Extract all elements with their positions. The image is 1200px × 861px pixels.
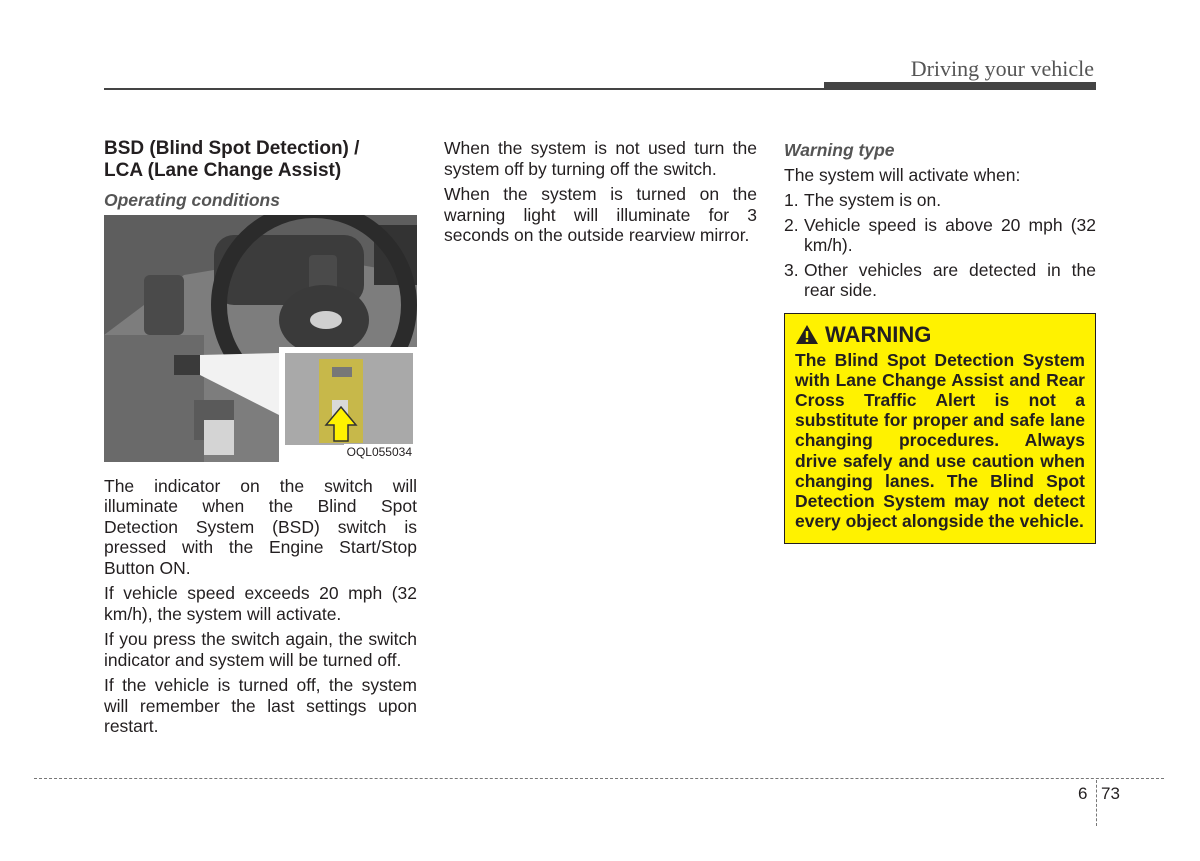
- list-text: The system is on.: [804, 190, 942, 210]
- paragraph: If you press the switch again, the switch indicator and system will be turned off.: [104, 629, 417, 670]
- list-number: 3.: [784, 259, 799, 280]
- column-right: [784, 138, 1096, 544]
- operating-conditions-subheading: Operating conditions: [104, 190, 280, 210]
- header-rule-accent: [824, 82, 1096, 90]
- warning-title-row: [795, 322, 1085, 348]
- footer-rule: [34, 778, 1164, 779]
- paragraph: When the system is turned on the warning light will illuminate for 3 seconds on the outside rearview mirror.: [444, 184, 757, 245]
- header-rule: [104, 88, 824, 90]
- heading-line-2: LCA (Lane Change Assist): [104, 160, 342, 181]
- column-left: [104, 138, 417, 742]
- paragraph: The indicator on the switch will illuminate when the Blind Spot Detection System (BSD) switch is pressed with the Engine Start/Stop Button ON.: [104, 475, 417, 578]
- page-number: 73: [1101, 784, 1120, 803]
- figure-code: OQL055034: [344, 444, 415, 460]
- column-middle: [444, 138, 757, 251]
- heading-line-1: BSD (Blind Spot Detection) /: [104, 138, 360, 159]
- list-number: 2.: [784, 214, 799, 235]
- section-heading: [104, 138, 417, 182]
- list-item: [784, 260, 1096, 301]
- list-item: [784, 215, 1096, 256]
- list-text: Vehicle speed is above 20 mph (32 km/h).: [804, 214, 1096, 255]
- dashboard-figure: [104, 215, 417, 462]
- dashboard-illustration: [104, 215, 417, 462]
- footer-divider: [1096, 780, 1097, 826]
- warning-type-subheading: Warning type: [784, 140, 895, 160]
- paragraph: If vehicle speed exceeds 20 mph (32 km/h), the system will activate.: [104, 583, 417, 624]
- paragraph: If the vehicle is turned off, the system will remember the last settings upon restart.: [104, 675, 417, 736]
- list-text: Other vehicles are detected in the rear side.: [804, 259, 1096, 300]
- list-item: [784, 190, 1096, 211]
- paragraph: When the system is not used turn the system off by turning off the switch.: [444, 138, 757, 179]
- activation-list: [784, 190, 1096, 301]
- chapter-number: 6: [1078, 784, 1088, 803]
- section-title: Driving your vehicle: [910, 56, 1094, 81]
- warning-triangle-icon: [795, 324, 819, 345]
- warning-box: [784, 313, 1096, 545]
- warning-text: The Blind Spot Detection System with Lane Change Assist and Rear Cross Traffic Alert is not a substitute for proper and safe lane changing procedures. Always drive safely and use caution when changing lanes. The Blind Spot Detection System may not detect every object alongside the vehicle.: [795, 349, 1085, 532]
- list-number: 1.: [784, 190, 799, 210]
- activation-intro: The system will activate when:: [784, 164, 1021, 185]
- warning-title: WARNING: [825, 321, 932, 347]
